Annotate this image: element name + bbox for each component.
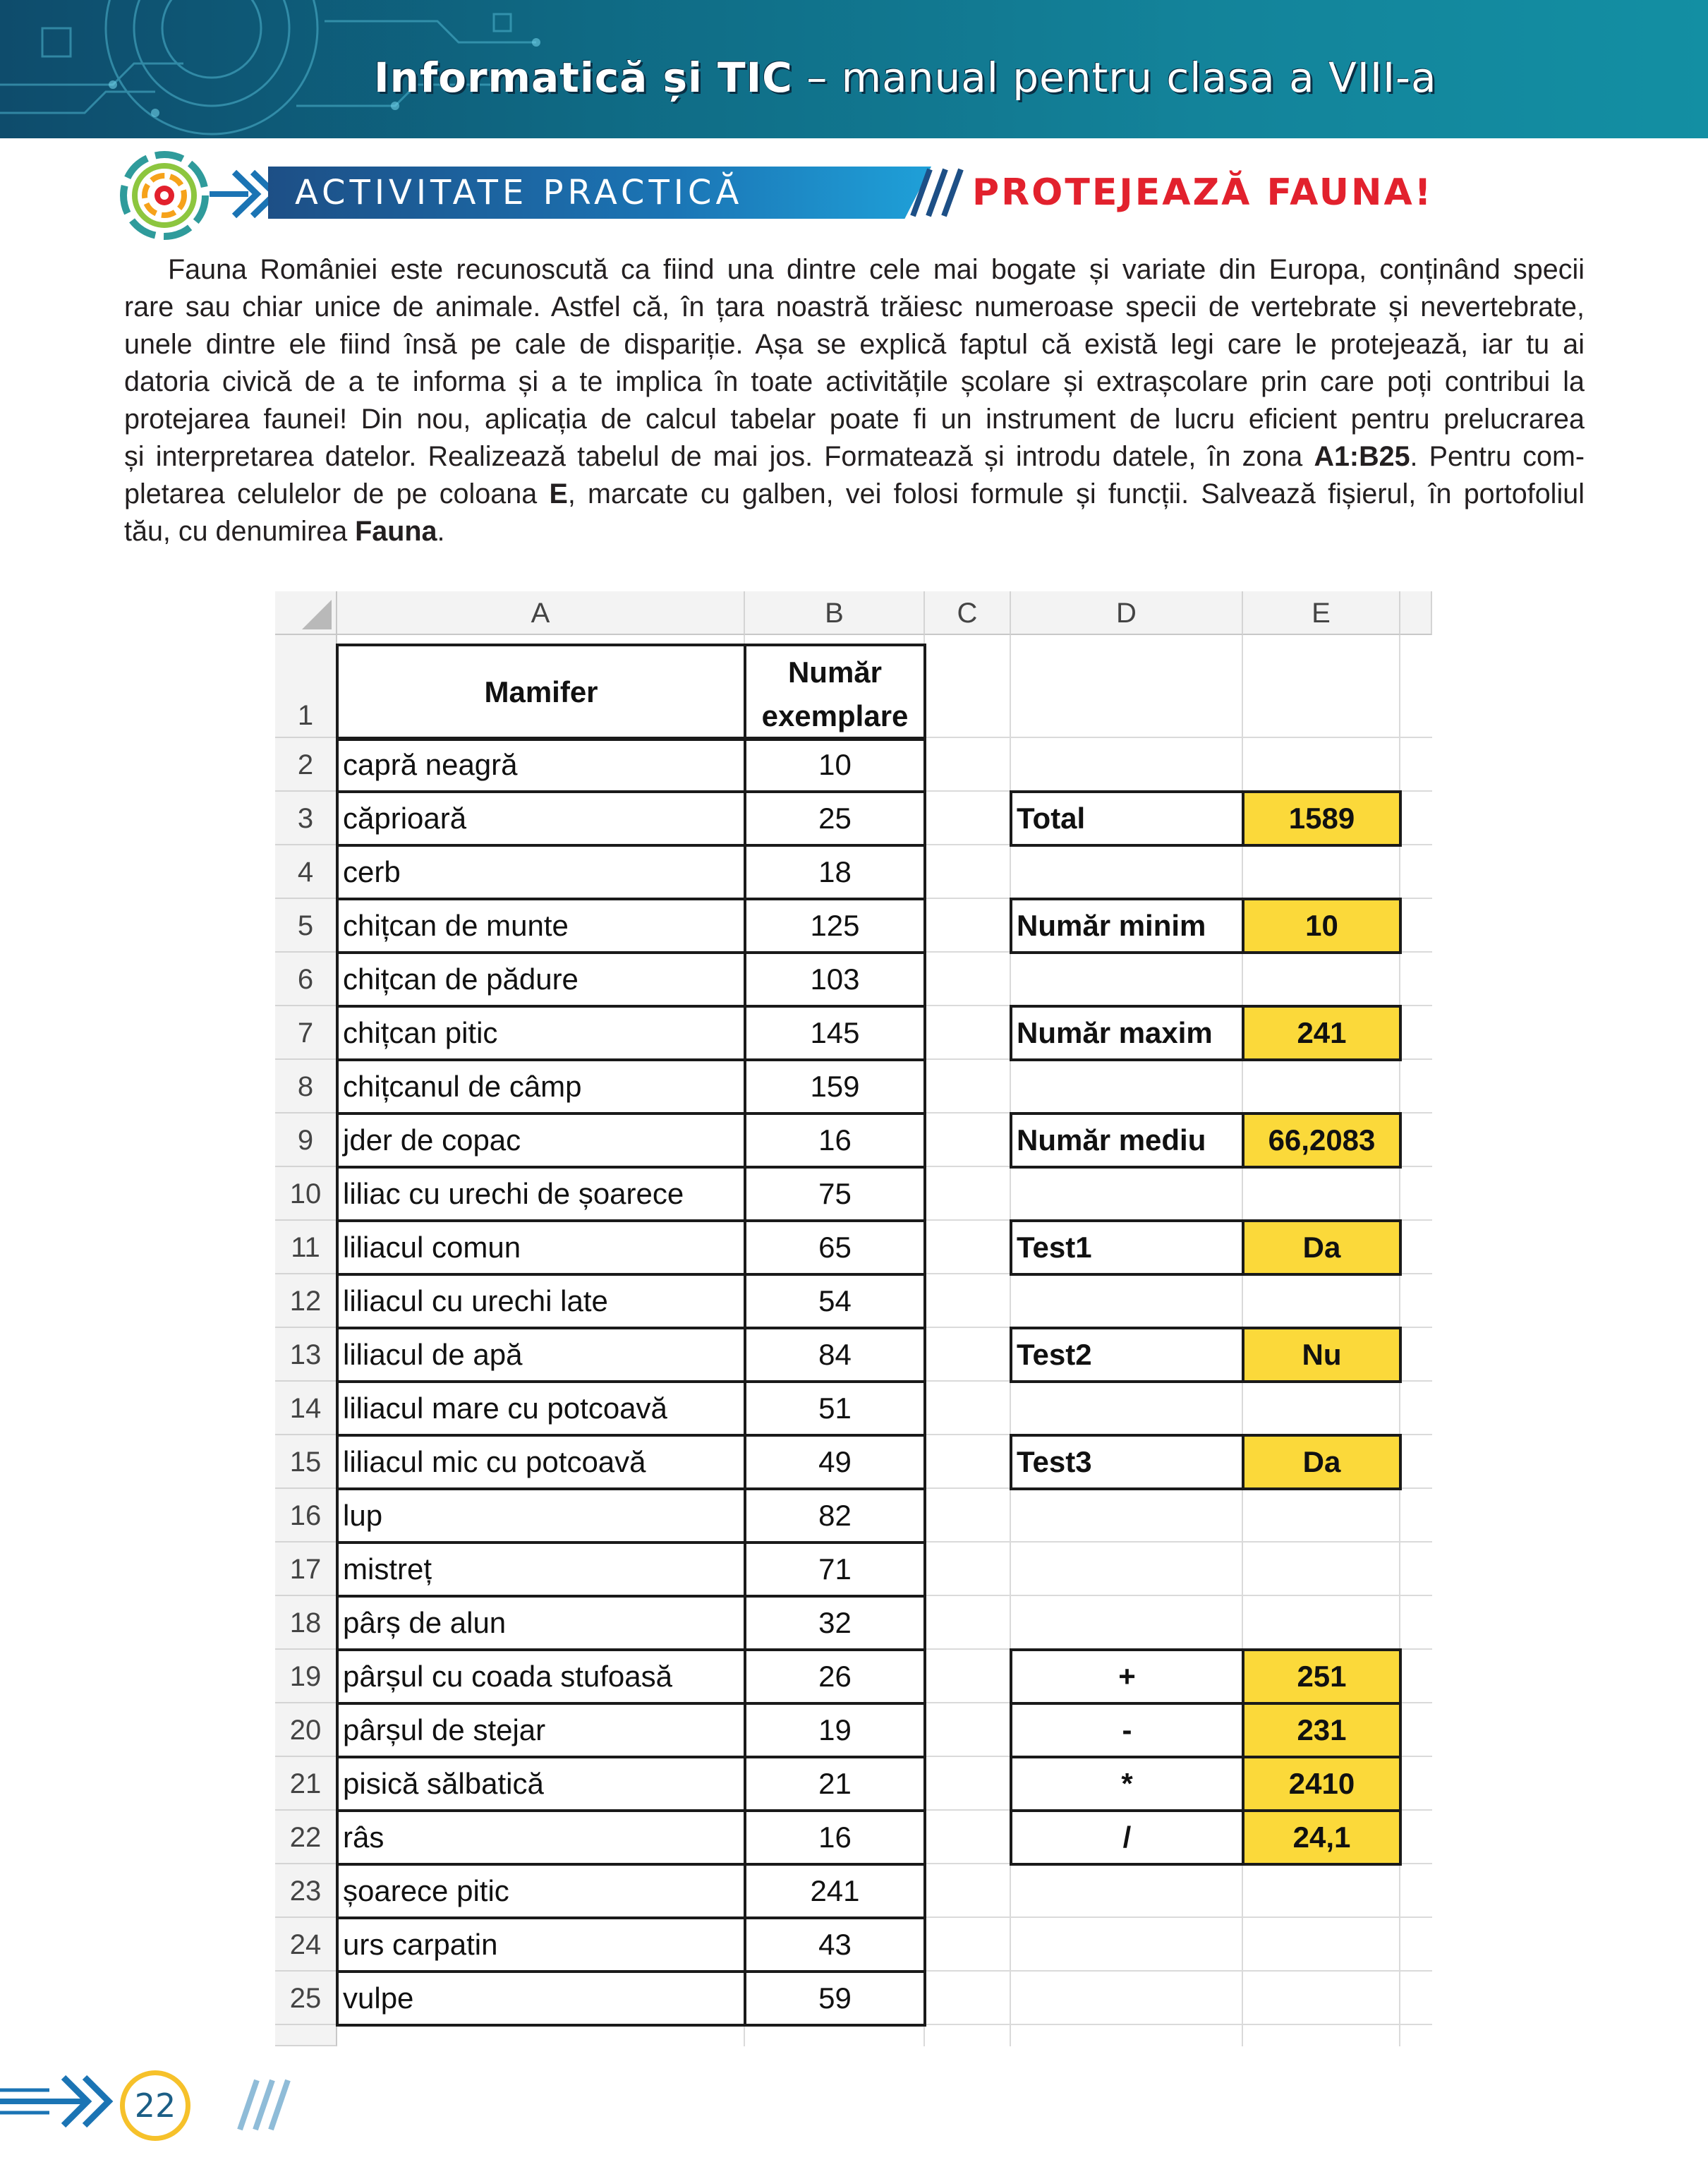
cell-result-value[interactable]: 241 (1242, 1005, 1402, 1061)
intro-column: E (549, 478, 568, 509)
cell-result-label[interactable]: Număr mediu (1010, 1112, 1244, 1169)
cell-specimen-count[interactable]: 71 (744, 1541, 926, 1598)
cell-specimen-count[interactable]: 145 (744, 1005, 926, 1061)
row-header[interactable]: 12 (275, 1274, 337, 1328)
cell-mammal-name[interactable]: pisică sălbatică (336, 1756, 746, 1812)
cell-specimen-count[interactable]: 103 (744, 951, 926, 1008)
cell-specimen-count[interactable]: 21 (744, 1756, 926, 1812)
row-header[interactable]: 4 (275, 845, 337, 899)
cell-mammal-name[interactable]: pârșul de stejar (336, 1702, 746, 1758)
cell-specimen-count[interactable]: 82 (744, 1487, 926, 1544)
cell-mammal-name[interactable]: pârș de alun (336, 1595, 746, 1651)
intro-text: . (437, 516, 445, 547)
row-header[interactable]: 10 (275, 1167, 337, 1221)
cell-result-label[interactable]: Total (1010, 790, 1244, 847)
cell-specimen-count[interactable]: 241 (744, 1863, 926, 1919)
cell-specimen-count[interactable]: 32 (744, 1595, 926, 1651)
header-b-line: Număr (787, 656, 883, 689)
row-header[interactable]: 1 (275, 635, 337, 738)
cell-result-value[interactable]: 231 (1242, 1702, 1402, 1758)
cell-mammal-name[interactable]: chițcan de pădure (336, 951, 746, 1008)
cell-mammal-name[interactable]: mistreț (336, 1541, 746, 1598)
page-header-title (374, 49, 1437, 106)
row-header[interactable]: 5 (275, 899, 337, 953)
cell-specimen-count[interactable]: 59 (744, 1970, 926, 2027)
cell-mammal-name[interactable]: vulpe (336, 1970, 746, 2027)
row-header[interactable]: 25 (275, 1972, 337, 2025)
column-header-e[interactable]: E (1243, 591, 1400, 635)
cell-mammal-name[interactable]: râs (336, 1809, 746, 1866)
intro-range: A1:B25 (1314, 441, 1410, 472)
cell-result-label[interactable]: Test3 (1010, 1434, 1244, 1490)
activity-title: PROTEJEAZĂ FAUNA! (972, 171, 1434, 214)
select-all-corner[interactable] (275, 591, 337, 635)
intro-paragraph (124, 251, 1585, 550)
column-header-a[interactable]: A (337, 591, 745, 635)
spreadsheet (275, 591, 1432, 2039)
row-header[interactable]: 2 (275, 738, 337, 792)
row-header[interactable]: 8 (275, 1060, 337, 1113)
cell-result-value[interactable]: 24,1 (1242, 1809, 1402, 1866)
cell-specimen-count[interactable]: 159 (744, 1058, 926, 1115)
cell-specimen-count[interactable]: 16 (744, 1112, 926, 1169)
cell-specimen-count[interactable]: 75 (744, 1166, 926, 1222)
cell-specimen-count[interactable]: 16 (744, 1809, 926, 1866)
column-header-b[interactable]: B (745, 591, 925, 635)
page-header (0, 0, 1708, 138)
cell-result-label[interactable]: Test2 (1010, 1327, 1244, 1383)
intro-line (124, 476, 1585, 513)
cell-specimen-count[interactable]: 43 (744, 1917, 926, 1973)
cell-mammal-name[interactable]: chițcanul de câmp (336, 1058, 746, 1115)
cell-result-value[interactable]: Da (1242, 1434, 1402, 1490)
row-header[interactable]: 24 (275, 1918, 337, 1972)
cell-result-value[interactable]: Nu (1242, 1327, 1402, 1383)
header-b-line: exemplare (761, 699, 909, 732)
row-header-extra[interactable] (275, 2025, 337, 2046)
cell-mammal-name[interactable]: liliac cu urechi de șoarece (336, 1166, 746, 1222)
cell-result-label[interactable]: + (1010, 1648, 1244, 1705)
row-header[interactable]: 11 (275, 1221, 337, 1274)
cell-mammal-name[interactable]: cerb (336, 844, 746, 900)
cell-specimen-count[interactable]: 125 (744, 898, 926, 954)
cell-mammal-name[interactable]: urs carpatin (336, 1917, 746, 1973)
cell-mammal-name[interactable]: liliacul de apă (336, 1327, 746, 1383)
cell-mammal-name[interactable]: lup (336, 1487, 746, 1544)
row-header[interactable]: 14 (275, 1382, 337, 1435)
header-title-rest: – manual pentru clasa a VIII-a (792, 54, 1437, 102)
cell-mammal-name[interactable]: șoarece pitic (336, 1863, 746, 1919)
cell-mammal-name[interactable]: liliacul mic cu potcoavă (336, 1434, 746, 1490)
intro-text: pletarea celulelor de pe coloana (124, 478, 550, 509)
row-header[interactable]: 18 (275, 1596, 337, 1650)
cell-specimen-count[interactable]: 84 (744, 1327, 926, 1383)
row-header[interactable]: 20 (275, 1703, 337, 1757)
row-header[interactable]: 9 (275, 1113, 337, 1167)
cell-result-value[interactable]: 1589 (1242, 790, 1402, 847)
cell-mammal-name[interactable]: chițcan pitic (336, 1005, 746, 1061)
cell-mammal-name[interactable]: căprioară (336, 790, 746, 847)
cell-result-label[interactable]: Număr maxim (1010, 1005, 1244, 1061)
cell-mammal-name[interactable]: jder de copac (336, 1112, 746, 1169)
corner-triangle-icon (275, 591, 337, 635)
row-header[interactable]: 6 (275, 953, 337, 1006)
cell-result-label[interactable]: / (1010, 1809, 1244, 1866)
header-title-bold: Informatică și TIC (374, 54, 793, 102)
intro-line: protejarea faunei! Din nou, aplicația de calcul tabelar poate fi un instrument de lucru eficient pentru prelucrarea (124, 404, 1585, 435)
cell-result-label[interactable]: * (1010, 1756, 1244, 1812)
intro-line (124, 438, 1585, 476)
intro-text: , marcate cu galben, vei folosi formule și funcții. Salvează fișierul, în portofoliul (567, 478, 1585, 509)
cell-result-label[interactable]: - (1010, 1702, 1244, 1758)
intro-line (124, 513, 1585, 550)
cell-mammal-name[interactable]: chițcan de munte (336, 898, 746, 954)
column-header-c[interactable]: C (925, 591, 1011, 635)
column-header-d[interactable]: D (1011, 591, 1243, 635)
cell-specimen-count[interactable]: 65 (744, 1219, 926, 1276)
cell-specimen-count[interactable]: 49 (744, 1434, 926, 1490)
row-header[interactable]: 21 (275, 1757, 337, 1811)
activity-label: ACTIVITATE PRACTICĂ (295, 173, 744, 212)
intro-line: unele dintre ele fiind însă pe cale de dispariție. Așa se explică faptul că există legi care le protejează, iar tu ai (124, 329, 1585, 360)
footer-slash-icon (233, 2077, 296, 2132)
cell-a1-header[interactable]: Mamifer (336, 644, 746, 741)
row-header[interactable]: 19 (275, 1650, 337, 1703)
page-number: 22 (120, 2070, 190, 2141)
cell-result-value[interactable]: 251 (1242, 1648, 1402, 1705)
row-header[interactable]: 17 (275, 1543, 337, 1596)
cell-result-label[interactable]: Test1 (1010, 1219, 1244, 1276)
cell-specimen-count[interactable]: 18 (744, 844, 926, 900)
cell-mammal-name[interactable]: liliacul comun (336, 1219, 746, 1276)
target-gear-icon (119, 150, 210, 241)
intro-text: tău, cu denumirea (124, 516, 356, 547)
row-header[interactable]: 7 (275, 1006, 337, 1060)
cell-mammal-name[interactable]: capră neagră (336, 737, 746, 793)
column-header-extra[interactable] (1400, 591, 1432, 635)
cell-result-value[interactable]: 10 (1242, 898, 1402, 954)
cell-specimen-count[interactable]: 51 (744, 1380, 926, 1437)
cell-specimen-count[interactable]: 19 (744, 1702, 926, 1758)
cell-specimen-count[interactable]: 10 (744, 737, 926, 793)
intro-line: Fauna României este recunoscută ca fiind una dintre cele mai bogate și variate din Europa, conținând specii (168, 254, 1585, 285)
intro-text: . Pentru com- (1410, 441, 1585, 472)
cell-result-value[interactable]: Da (1242, 1219, 1402, 1276)
footer-arrows-icon (0, 2066, 120, 2137)
cell-mammal-name[interactable]: liliacul mare cu potcoavă (336, 1380, 746, 1437)
row-header[interactable]: 16 (275, 1489, 337, 1543)
cell-result-value[interactable]: 66,2083 (1242, 1112, 1402, 1169)
intro-text: și interpretarea datelor. Realizează tabelul de mai jos. Formatează și introdu datele, în zona (124, 441, 1314, 472)
row-header[interactable]: 22 (275, 1811, 337, 1864)
cell-specimen-count[interactable]: 26 (744, 1648, 926, 1705)
intro-line: rare sau chiar unice de animale. Astfel că, în țara noastră trăiesc numeroase specii de vertebrate și nevertebrate, (124, 291, 1585, 322)
cell-mammal-name[interactable]: liliacul cu urechi late (336, 1273, 746, 1329)
cell-mammal-name[interactable]: pârșul cu coada stufoasă (336, 1648, 746, 1705)
cell-specimen-count[interactable]: 25 (744, 790, 926, 847)
row-header[interactable]: 3 (275, 792, 337, 845)
row-header[interactable]: 15 (275, 1435, 337, 1489)
cell-result-label[interactable]: Număr minim (1010, 898, 1244, 954)
intro-filename: Fauna (355, 516, 437, 547)
cell-b1-header[interactable] (744, 644, 926, 741)
cell-result-value[interactable]: 2410 (1242, 1756, 1402, 1812)
intro-line: datoria civică de a te informa și a te implica în toate activitățile școlare și extrașcolare prin care poți contribui la (124, 366, 1585, 397)
slash-divider-icon (909, 167, 965, 219)
row-header[interactable]: 13 (275, 1328, 337, 1382)
row-header[interactable]: 23 (275, 1864, 337, 1918)
cell-specimen-count[interactable]: 54 (744, 1273, 926, 1329)
